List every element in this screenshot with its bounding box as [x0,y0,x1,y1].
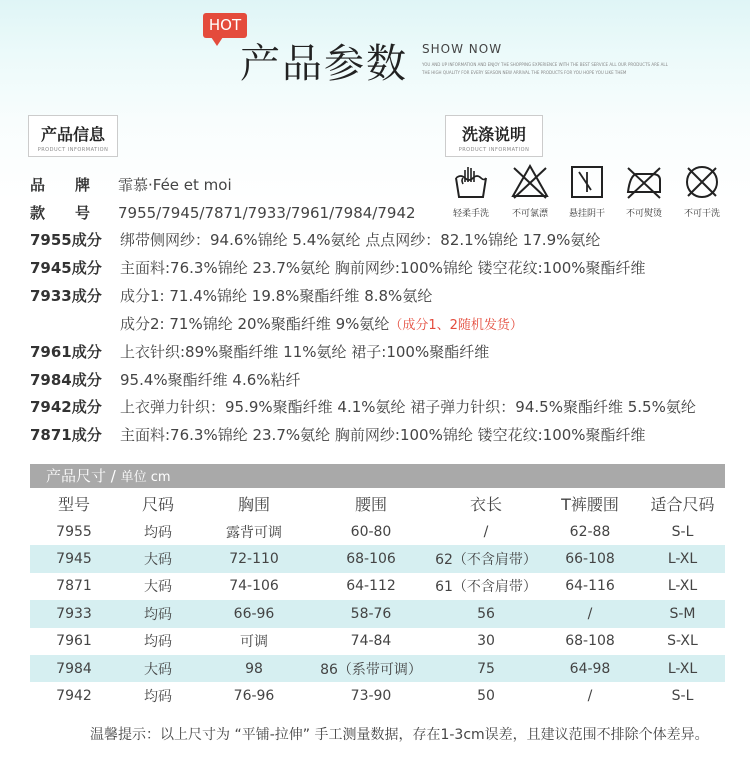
composition-label: 7955成分 [30,231,102,249]
composition-label: 7871成分 [30,426,102,444]
table-row [30,573,725,600]
composition-label: 7945成分 [30,259,102,277]
table-cell: 86（系带可调） [310,655,432,682]
composition-row [30,341,489,362]
show-now-label: SHOW NOW [422,42,503,56]
table-cell: 7961 [56,633,92,650]
composition-value: 上衣针织:89%聚酯纤维 11%氨纶 裙子:100%聚酯纤维 [120,343,490,361]
table-cell: 64-98 [540,655,640,682]
random-ship-note: （成分1、2随机发货） [389,318,523,333]
table-row [30,628,725,655]
table-row [30,682,725,709]
wash-subtitle: PRODUCT INFORMATION [458,147,530,153]
table-cell: 50 [477,688,495,705]
table-cell: / [587,688,593,705]
composition-label: 7942成分 [30,398,102,416]
table-cell: 58-76 [310,600,432,627]
table-cell: 大码 [118,545,198,572]
table-cell: 64-116 [565,578,615,595]
table-cell: S-L [671,523,694,540]
composition-value: 上衣弹力针织：95.9%聚酯纤维 4.1%氨纶 裙子弹力针织：94.5%聚酯纤维 5.5%氨纶 [120,398,696,416]
size-section-heading [30,464,725,488]
table-cell: 7871 [56,578,92,595]
tagline-1: YOU AND UP INFORMATION AND ENJOY THE SHOPPING EXPERIENCE WITH THE BEST SERVICE ALL OUR PRODUCTS ARE ALL [422,62,668,67]
brand-value: 霏慕·Fée et moi [118,176,232,194]
table-cell: 64-112 [346,578,396,595]
column-header: 型号 [57,494,90,514]
model-row [30,202,416,223]
table-cell: 72-110 [198,545,310,572]
table-cell: 7984 [30,655,118,682]
table-row [30,518,725,545]
measurement-tip: 温馨提示：以上尺寸为 “平铺-拉伸” 手工测量数据，存在1-3cm误差，且建议范围不排除个体差异。 [90,727,709,743]
table-cell: L-XL [640,545,725,572]
table-cell: / [483,523,489,540]
size-table [30,488,725,710]
wash-item [562,162,612,219]
composition-row [30,424,646,445]
composition-row [30,313,523,334]
page-title: 产品参数 [240,41,408,87]
hot-badge: HOT [203,13,247,38]
table-row [30,600,725,627]
table-cell: 66-96 [198,600,310,627]
tagline-2: THE HIGH QUALITY FOR EVERY SEASON NEW ARRIVAL THE PRODUCTS FOR YOU HOPE YOU LIKE THEM [422,70,627,75]
no-iron-icon [622,162,666,202]
table-cell: 61（不含肩带） [435,579,537,596]
composition-row [30,285,432,306]
table-cell: 68-106 [310,545,432,572]
product-info-subtitle: PRODUCT INFORMATION [37,147,109,153]
table-cell: 7933 [30,600,118,627]
composition-value: 主面料:76.3%锦纶 23.7%氨纶 胸前网纱:100%锦纶 镂空花纹:100%聚酯纤维 [120,259,646,277]
table-cell: 75 [432,655,540,682]
model-label: 款 号 [30,204,91,222]
table-cell: 76-96 [233,688,275,705]
wash-item [677,162,727,219]
table-cell: S-M [640,600,725,627]
table-cell: 98 [198,655,310,682]
column-header: 衣长 [469,494,502,514]
no-iron-label: 不可熨烫 [625,209,662,219]
table-cell: / [540,600,640,627]
composition-value: 绑带侧网纱：94.6%锦纶 5.4%氨纶 点点网纱：82.1%锦纶 17.9%氨纶 [120,231,601,249]
table-cell: 大码 [118,655,198,682]
wash-item [505,162,555,219]
table-cell: 可调 [240,634,268,651]
product-info-heading [28,115,118,157]
table-cell: S-L [671,688,694,705]
table-cell: 68-108 [565,633,615,650]
no-bleach-icon [510,162,550,202]
brand-row [30,174,232,195]
composition-row [30,257,646,278]
composition-value: 成分2: 71%锦纶 20%聚酯纤维 9%氨纶 [120,315,390,333]
table-cell: 大码 [144,579,172,596]
composition-label: 7933成分 [30,287,102,305]
size-unit: 单位 cm [120,470,171,485]
table-cell: 62（不含肩带） [432,545,540,572]
wash-item [446,162,496,219]
column-header: 腰围 [354,494,387,514]
hand-wash-icon [451,162,491,202]
no-bleach-label: 不可氯漂 [511,209,548,219]
composition-row [30,369,301,390]
hang-dry-label: 悬挂阴干 [568,209,605,219]
hand-wash-label: 轻柔手洗 [452,209,489,219]
model-value: 7955/7945/7871/7933/7961/7984/7942 [118,204,416,222]
table-cell: 74-106 [229,578,279,595]
table-cell: 60-80 [350,523,392,540]
wash-title: 洗涤说明 [461,125,526,144]
table-cell: 均码 [144,524,172,541]
composition-label: 7961成分 [30,343,102,361]
column-header: 胸围 [237,494,270,514]
wash-heading [445,115,543,157]
table-cell: 66-108 [540,545,640,572]
no-dry-clean-icon [682,162,722,202]
wash-item [619,162,669,219]
column-header: 尺码 [141,494,174,514]
composition-value: 主面料:76.3%锦纶 23.7%氨纶 胸前网纱:100%锦纶 镂空花纹:100%聚酯纤维 [120,426,646,444]
table-cell: 56 [432,600,540,627]
column-header: 适合尺码 [650,494,715,514]
no-dry-clean-label: 不可干洗 [683,209,720,219]
table-cell: 均码 [144,689,172,706]
product-info-title: 产品信息 [40,125,105,144]
table-cell: 74-84 [350,633,392,650]
composition-label: 7984成分 [30,371,102,389]
composition-value: 95.4%聚酯纤维 4.6%粘纤 [120,371,301,389]
table-cell: 7955 [56,523,92,540]
table-cell: 均码 [144,634,172,651]
table-cell: 露背可调 [226,524,282,541]
table-cell: 62-88 [569,523,611,540]
composition-row [30,229,600,250]
composition-value: 成分1: 71.4%锦纶 19.8%聚酯纤维 8.8%氨纶 [120,287,433,305]
table-header-row [30,488,725,518]
table-cell: 30 [477,633,495,650]
header [0,0,750,100]
table-cell: L-XL [667,578,698,595]
table-row [30,545,725,572]
column-header: T裤腰围 [561,494,619,514]
table-cell: 均码 [118,600,198,627]
hang-dry-icon [567,162,607,202]
table-cell: 7945 [30,545,118,572]
size-title: 产品尺寸 / [46,467,121,485]
table-cell: L-XL [640,655,725,682]
composition-row [30,396,696,417]
brand-label: 品 牌 [30,176,91,194]
table-cell: S-XL [667,633,698,650]
table-row [30,655,725,682]
table-cell: 73-90 [350,688,392,705]
table-cell: 7942 [56,688,92,705]
